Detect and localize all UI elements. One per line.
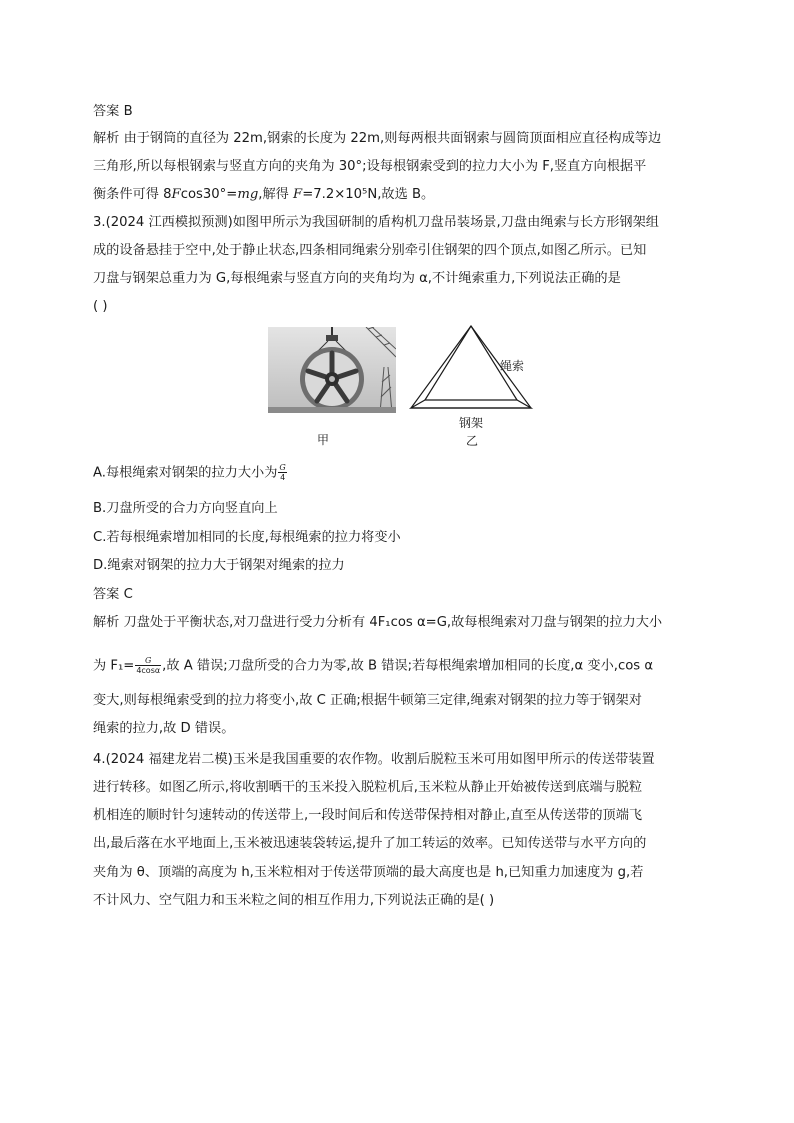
figure-a-cutterhead-photo: [268, 327, 396, 413]
q3-line3: 刀盘与钢架总重力为 G,每根绳索与竖直方向的夹角均为 α,不计绳索重力,下列说法正确的是: [93, 271, 621, 286]
analysis-b-line3: 衡条件可得 8Fcos30°=mg,解得 F=7.2×10⁵N,故选 B。: [93, 187, 435, 202]
analysis-c-line2: 为 F₁= $\frac{G}{4\cos\alpha}$ ,故 A 错误;刀盘所受的合力为零,故 B 错误;若每根绳索增加相同的长度,α 变小,cos α: [93, 656, 654, 675]
analysis-b-line2: 三角形,所以每根钢索与竖直方向的夹角为 30°;设每根钢索受到的拉力大小为 F,竖直方向根据平: [93, 159, 647, 174]
q4-line1: 4.(2024 福建龙岩二模)玉米是我国重要的农作物。收割后脱粒玉米可用如图甲所示的传送带装置: [93, 752, 655, 767]
q3-line1: 3.(2024 江西模拟预测)如图甲所示为我国研制的盾构机刀盘吊装场景,刀盘由绳索与长方形钢架组: [93, 215, 659, 230]
q3-line2: 成的设备悬挂于空中,处于静止状态,四条相同绳索分别牵引住钢架的四个顶点,如图乙所示。已知: [93, 243, 647, 258]
fraction-g-over-4: $\frac{G}{4}$: [279, 463, 286, 482]
analysis-c-line1: 解析 刀盘处于平衡状态,对刀盘进行受力分析有 4F₁cos α=G,故每根绳索对刀盘与钢架的拉力大小: [93, 615, 663, 630]
figure-b-frame-label: 钢架: [459, 416, 484, 430]
figure-b-caption: 乙: [466, 434, 479, 448]
option-b: B.刀盘所受的合力方向竖直向上: [93, 501, 278, 516]
q4-line6: 不计风力、空气阻力和玉米粒之间的相互作用力,下列说法正确的是( ): [93, 893, 495, 908]
analysis-c-line3: 变大,则每根绳索受到的拉力将变小,故 C 正确;根据牛顿第三定律,绳索对钢架的拉力等于钢架对: [93, 693, 642, 708]
figure-a-caption: 甲: [317, 433, 330, 447]
option-c: C.若每根绳索增加相同的长度,每根绳索的拉力将变小: [93, 530, 401, 545]
answer-c: 答案 C: [93, 587, 133, 602]
q4-line2: 进行转移。如图乙所示,将收割晒干的玉米投入脱粒机后,玉米粒从静止开始被传送到底端与脱粒: [93, 780, 643, 795]
answer-b: 答案 B: [93, 104, 133, 119]
q4-line5: 夹角为 θ、顶端的高度为 h,玉米粒相对于传送带顶端的最大高度也是 h,已知重力加速度为 g,若: [93, 865, 644, 880]
fraction-g-over-4cos: $\frac{G}{4\cos\alpha}$: [136, 656, 161, 675]
option-d: D.绳索对钢架的拉力大于钢架对绳索的拉力: [93, 558, 345, 573]
option-a: A.每根绳索对钢架的拉力大小为 $\frac{G}{4}$: [93, 463, 286, 482]
analysis-c-line4: 绳索的拉力,故 D 错误。: [93, 721, 235, 736]
q3-answer-blank: ( ): [93, 299, 108, 314]
figure-b-rope-label: 绳索: [500, 359, 525, 373]
q4-line3: 机相连的顺时针匀速转动的传送带上,一段时间后和传送带保持相对静止,直至从传送带的顶端飞: [93, 808, 643, 823]
analysis-b-line1: 解析 由于钢筒的直径为 22m,钢索的长度为 22m,则每两根共面钢索与圆筒顶面相应直径构成等边: [93, 131, 662, 146]
q4-line4: 出,最后落在水平地面上,玉米被迅速装袋转运,提升了加工转运的效率。已知传送带与水平方向的: [93, 836, 647, 851]
